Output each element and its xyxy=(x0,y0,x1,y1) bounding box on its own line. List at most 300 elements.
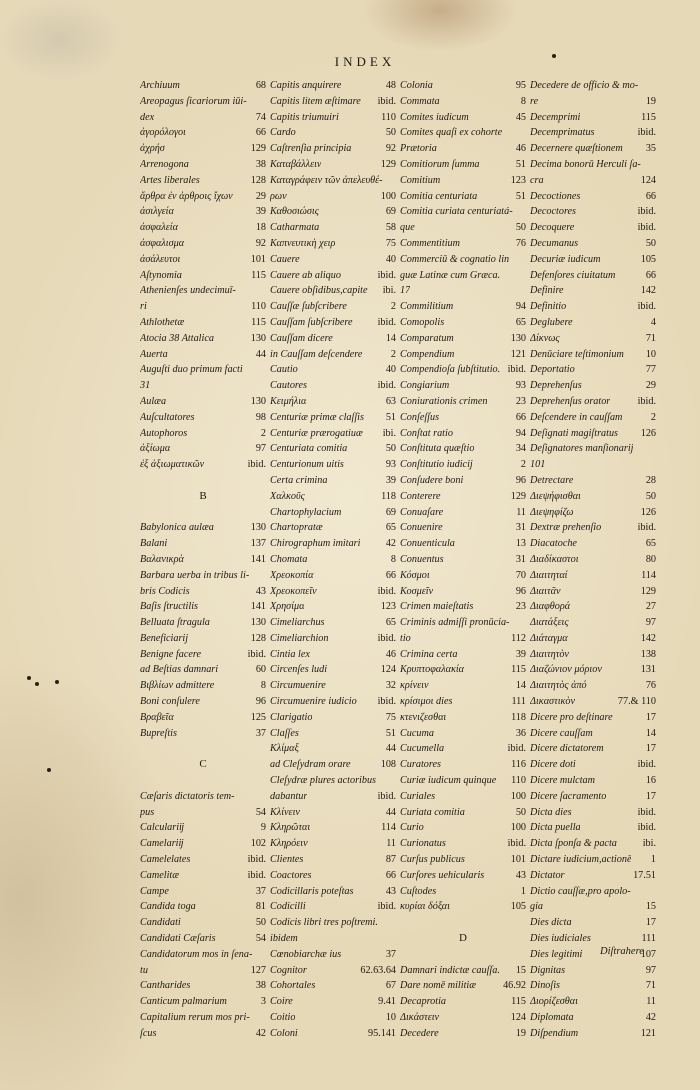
entry-term: Cimeliarchion xyxy=(270,632,329,644)
entry-page-ref: 16 xyxy=(645,775,656,787)
blank-line xyxy=(140,505,266,521)
entry-term: Deſcendere in cauſſam xyxy=(530,411,623,423)
index-entry xyxy=(140,568,266,584)
entry-term: Auguſti duo primum facti xyxy=(140,364,243,376)
entry-term: Candidati Cæſaris xyxy=(140,933,216,945)
index-entry xyxy=(400,662,526,678)
entry-page-ref: 87 xyxy=(385,854,396,866)
entry-term: Conſtituta quæſtio xyxy=(400,443,475,455)
entry-term: Dies legitimi xyxy=(530,948,583,960)
index-entry xyxy=(140,584,266,600)
index-entry xyxy=(530,441,656,457)
entry-page-ref: 63 xyxy=(385,395,396,407)
entry-page-ref: 126 xyxy=(640,506,656,518)
index-entry xyxy=(140,189,266,205)
index-entry xyxy=(400,631,526,647)
index-entry xyxy=(270,268,396,284)
entry-term: Deſignatores manſionarij xyxy=(530,443,634,455)
index-entry xyxy=(400,489,526,505)
entry-page-ref xyxy=(524,283,526,299)
index-entry xyxy=(270,678,396,694)
entry-term: Compendioſa ſubſtitutio. xyxy=(400,364,501,376)
index-entry xyxy=(140,457,266,473)
entry-term: Definire xyxy=(530,285,564,297)
entry-page-ref: 124 xyxy=(510,1012,526,1024)
entry-page-ref: 112 xyxy=(511,632,526,644)
entry-page-ref xyxy=(264,94,266,110)
index-entry xyxy=(140,173,266,189)
entry-page-ref: 8 xyxy=(260,680,266,692)
entry-term: Compendium xyxy=(400,348,455,360)
entry-term: Conuenire xyxy=(400,522,443,534)
entry-term: Dies iudiciales xyxy=(530,933,591,945)
entry-page-ref: 35 xyxy=(645,143,656,155)
entry-term: ad Cleſydram orare xyxy=(270,759,351,771)
entry-page-ref: ibid. xyxy=(247,648,266,660)
index-entry xyxy=(270,426,396,442)
entry-page-ref xyxy=(264,378,266,394)
entry-page-ref: 66 xyxy=(515,411,526,423)
index-entry xyxy=(530,741,656,757)
index-entry xyxy=(530,552,656,568)
entry-term: Dictio cauſſæ,pro apolo- xyxy=(530,885,631,897)
entry-page-ref: 37 xyxy=(385,948,396,960)
entry-term: Belluata ſtragula xyxy=(140,617,210,629)
index-entry xyxy=(140,836,266,852)
entry-page-ref: 1 xyxy=(650,854,656,866)
index-entry xyxy=(270,331,396,347)
entry-term: Dies dicta xyxy=(530,917,572,929)
entry-term: Curſus publicus xyxy=(400,854,465,866)
index-entry xyxy=(140,536,266,552)
index-entry xyxy=(270,789,396,805)
entry-term: Curio xyxy=(400,822,424,834)
entry-page-ref: 2 xyxy=(520,459,526,471)
index-entry xyxy=(530,473,656,489)
entry-page-ref: 98 xyxy=(255,411,266,423)
entry-page-ref: 15 xyxy=(515,964,526,976)
entry-page-ref: 94 xyxy=(515,427,526,439)
index-entry xyxy=(140,915,266,931)
entry-term: Curatores xyxy=(400,759,441,771)
entry-page-ref: 76 xyxy=(645,680,656,692)
entry-term: Conſtat ratio xyxy=(400,427,453,439)
entry-term: Decima bonorū Herculi ſa- xyxy=(530,158,641,170)
entry-term: Cardo xyxy=(270,127,296,139)
entry-page-ref: ibid. xyxy=(507,838,526,850)
index-title: INDEX xyxy=(334,54,396,69)
entry-term: Κόσμοι xyxy=(400,569,430,581)
index-entry xyxy=(530,520,656,536)
entry-term: Boni conſulere xyxy=(140,696,200,708)
entry-term: Διαιτητὸς ἀπό xyxy=(530,680,587,692)
index-entry xyxy=(270,773,396,789)
entry-term: Διαιτᾶν xyxy=(530,585,561,597)
entry-term: Dicere cauſſam xyxy=(530,727,593,739)
entry-term: pus xyxy=(140,806,155,818)
entry-term: Cæſaris dictatoris tem- xyxy=(140,790,235,802)
entry-page-ref xyxy=(524,268,526,284)
entry-page-ref: 11 xyxy=(386,838,396,850)
index-entry xyxy=(400,820,526,836)
entry-page-ref: 105 xyxy=(640,253,656,265)
entry-page-ref: 100 xyxy=(510,790,526,802)
entry-term: Διατάξεις xyxy=(530,617,569,629)
entry-term: Διαζώνιον μόριον xyxy=(530,664,602,676)
index-entry xyxy=(140,78,266,94)
entry-page-ref: 8 xyxy=(390,553,396,565)
index-entry xyxy=(400,568,526,584)
entry-term: Comitia centuriata xyxy=(400,190,478,202)
entry-page-ref: 43 xyxy=(255,585,266,597)
index-entry xyxy=(400,584,526,600)
index-entry xyxy=(400,347,526,363)
index-entry xyxy=(140,710,266,726)
entry-term: Atocia 38 Attalica xyxy=(140,332,214,344)
entry-term: Auſcultatores xyxy=(140,411,195,423)
index-entry xyxy=(530,884,656,900)
index-entry xyxy=(400,189,526,205)
entry-page-ref: 110 xyxy=(511,775,526,787)
index-entry xyxy=(270,726,396,742)
index-entry xyxy=(530,141,656,157)
index-entry xyxy=(400,884,526,900)
entry-page-ref: 65 xyxy=(515,316,526,328)
index-entry xyxy=(400,78,526,94)
entry-page-ref: ibid. xyxy=(377,696,396,708)
entry-page-ref: 110 xyxy=(251,301,266,313)
index-entry xyxy=(400,599,526,615)
entry-term: Κρυπτοφαλακία xyxy=(400,664,465,676)
entry-page-ref: 71 xyxy=(645,980,656,992)
entry-page-ref: 121 xyxy=(640,1027,656,1039)
index-entry xyxy=(400,1010,526,1026)
entry-term: Cantharides xyxy=(140,980,191,992)
index-entry xyxy=(400,726,526,742)
entry-page-ref: 66 xyxy=(255,127,266,139)
entry-page-ref: 37 xyxy=(255,727,266,739)
entry-term: Κειμήλια xyxy=(270,395,307,407)
entry-page-ref: 42 xyxy=(645,1012,656,1024)
entry-term: Cuſtodes xyxy=(400,885,437,897)
entry-page-ref: 46 xyxy=(515,143,526,155)
entry-term: Decoctores xyxy=(530,206,577,218)
entry-term: Διαιτηταί xyxy=(530,569,568,581)
entry-page-ref: 39 xyxy=(255,206,266,218)
entry-page-ref: 105 xyxy=(510,901,526,913)
entry-term: Βιβλίων admittere xyxy=(140,680,215,692)
entry-term: Cauere xyxy=(270,253,300,265)
entry-term: Decemprimi xyxy=(530,111,581,123)
index-entry xyxy=(270,362,396,378)
entry-page-ref: ibid. xyxy=(377,790,396,802)
entry-term: Comitiorum ſumma xyxy=(400,158,480,170)
entry-term: Athlothetæ xyxy=(140,316,185,328)
entry-term: Decedere xyxy=(400,1027,439,1039)
index-entry xyxy=(140,947,266,963)
index-entry xyxy=(140,347,266,363)
entry-term: Decernere quæſtionem xyxy=(530,143,623,155)
index-entry xyxy=(530,994,656,1010)
index-entry xyxy=(400,473,526,489)
entry-page-ref: 129 xyxy=(380,158,396,170)
entry-page-ref: 108 xyxy=(380,759,396,771)
index-entry xyxy=(270,994,396,1010)
index-entry xyxy=(400,805,526,821)
entry-term: bris Codicis xyxy=(140,585,190,597)
entry-term: Dictare iudicium,actionē xyxy=(530,854,632,866)
entry-page-ref: 141 xyxy=(250,601,266,613)
entry-term: Dictator xyxy=(530,869,565,881)
index-entry xyxy=(400,899,526,915)
index-entry xyxy=(400,299,526,315)
entry-page-ref: 111 xyxy=(511,696,526,708)
entry-page-ref: 68 xyxy=(255,80,266,91)
entry-term: Conſtitutio iudicij xyxy=(400,459,473,471)
entry-page-ref: 51 xyxy=(515,190,526,202)
entry-term: Crimina certa xyxy=(400,648,458,660)
entry-term: Chomata xyxy=(270,553,308,565)
entry-term: Δικάστειν xyxy=(400,1012,440,1024)
entry-term: Cucuma xyxy=(400,727,434,739)
index-entry xyxy=(400,110,526,126)
entry-page-ref: 43 xyxy=(385,885,396,897)
index-entry xyxy=(270,947,396,963)
entry-page-ref: 17 xyxy=(645,790,656,802)
entry-page-ref xyxy=(654,441,656,457)
entry-term: Δίκνως xyxy=(530,332,560,344)
entry-page-ref: 101 xyxy=(510,854,526,866)
ink-spot xyxy=(55,680,59,684)
entry-term: Areopagus ſicariorum iūi- xyxy=(140,95,247,107)
entry-page-ref: ibi. xyxy=(382,427,396,439)
index-entry xyxy=(530,899,656,915)
entry-page-ref: 2 xyxy=(260,427,266,439)
index-entry xyxy=(530,394,656,410)
index-entry xyxy=(530,757,656,773)
entry-page-ref: 34 xyxy=(515,443,526,455)
entry-page-ref: ibid. xyxy=(637,395,656,407)
index-entry xyxy=(530,204,656,220)
index-entry xyxy=(530,220,656,236)
entry-page-ref: 110 xyxy=(381,111,396,123)
entry-term: Camelariĳ xyxy=(140,838,184,850)
index-entry xyxy=(530,410,656,426)
entry-page-ref: 69 xyxy=(385,206,396,218)
entry-page-ref: 42 xyxy=(385,538,396,550)
entry-page-ref xyxy=(394,173,396,189)
entry-term: κυρίαι δόξαι xyxy=(400,901,450,913)
index-entry xyxy=(530,599,656,615)
index-entry xyxy=(400,125,526,141)
entry-page-ref: 102 xyxy=(250,838,266,850)
entry-page-ref: 96 xyxy=(255,696,266,708)
entry-term: Κοσμεῖν xyxy=(400,585,434,597)
entry-page-ref: 43 xyxy=(515,869,526,881)
entry-term: Curiales xyxy=(400,790,436,802)
entry-term: Conterere xyxy=(400,490,441,502)
index-entry xyxy=(140,157,266,173)
index-entry xyxy=(400,694,526,710)
entry-term: Archiuum xyxy=(140,80,180,91)
entry-term: Dicta ſponſa & pacta xyxy=(530,838,617,850)
entry-term: Deſignati magiſtratus xyxy=(530,427,619,439)
entry-term: Cauſſam dicere xyxy=(270,332,333,344)
index-entry xyxy=(270,884,396,900)
index-entry xyxy=(400,94,526,110)
entry-term: Deprehenſus orator xyxy=(530,395,611,407)
entry-term: Chartophylacium xyxy=(270,506,342,518)
entry-page-ref: 27 xyxy=(645,601,656,613)
entry-term: dex xyxy=(140,111,155,123)
index-column-2 xyxy=(270,78,400,1039)
index-entry xyxy=(270,141,396,157)
entry-page-ref xyxy=(264,568,266,584)
entry-term: Conuentus xyxy=(400,553,444,565)
index-column-3 xyxy=(400,78,530,1039)
entry-page-ref: 66 xyxy=(645,190,656,202)
index-entry xyxy=(400,505,526,521)
entry-page-ref: ibid. xyxy=(637,301,656,313)
entry-term: Χρεοκοπία xyxy=(270,569,314,581)
index-entry xyxy=(270,441,396,457)
entry-term: gia xyxy=(530,901,544,913)
entry-term: Claſſes xyxy=(270,727,299,739)
entry-term: Deprehenſus xyxy=(530,380,582,392)
entry-page-ref: 13 xyxy=(515,538,526,550)
entry-page-ref: 95 xyxy=(515,80,526,91)
entry-page-ref: 18 xyxy=(255,222,266,234)
index-entry xyxy=(530,678,656,694)
index-entry xyxy=(400,236,526,252)
index-entry xyxy=(270,78,396,94)
entry-page-ref: 58 xyxy=(385,222,396,234)
index-entry xyxy=(530,773,656,789)
entry-term: tu xyxy=(140,964,148,976)
entry-page-ref: 97 xyxy=(645,617,656,629)
index-entry xyxy=(530,726,656,742)
entry-term: κτενιζεσθαι xyxy=(400,711,447,723)
entry-term: Centuriata comitia xyxy=(270,443,348,455)
entry-page-ref: 111 xyxy=(641,933,656,945)
entry-term: Codicilli xyxy=(270,901,306,913)
entry-page-ref: 70 xyxy=(515,569,526,581)
entry-term: Διαδίκαστοι xyxy=(530,553,579,565)
entry-page-ref: 11 xyxy=(516,506,526,518)
entry-term: Βαλανικρὰ xyxy=(140,553,184,565)
index-entry xyxy=(400,220,526,236)
entry-page-ref: 100 xyxy=(380,190,396,202)
entry-page-ref: 93 xyxy=(385,459,396,471)
entry-term: Commata xyxy=(400,95,440,107)
index-entry xyxy=(530,963,656,979)
entry-page-ref: 17 xyxy=(645,917,656,929)
entry-page-ref: 77 xyxy=(645,364,656,376)
entry-term: Cauſſam ſubſcribere xyxy=(270,316,353,328)
entry-page-ref: 128 xyxy=(250,632,266,644)
entry-term: Conſudere boni xyxy=(400,474,464,486)
entry-page-ref xyxy=(264,362,266,378)
entry-page-ref xyxy=(264,283,266,299)
entry-page-ref: 66 xyxy=(645,269,656,281)
entry-page-ref: ibid. xyxy=(247,869,266,881)
index-entry xyxy=(270,820,396,836)
entry-page-ref: 10 xyxy=(385,1012,396,1024)
entry-term: Criminis admiſſi pronūcia- xyxy=(400,617,510,629)
index-entry xyxy=(270,836,396,852)
index-entry xyxy=(270,868,396,884)
index-column-1 xyxy=(140,78,270,1039)
entry-term: Candidati xyxy=(140,917,181,929)
entry-term: Calculariĳ xyxy=(140,822,185,834)
index-entry xyxy=(140,441,266,457)
entry-term: Decaprotia xyxy=(400,996,447,1008)
entry-page-ref: 96 xyxy=(515,474,526,486)
entry-page-ref xyxy=(524,204,526,220)
entry-page-ref: 54 xyxy=(255,933,266,945)
entry-term: Dextræ prehenſio xyxy=(530,522,602,534)
index-entry xyxy=(400,283,526,299)
index-entry xyxy=(530,268,656,284)
entry-term: Defenſores ciuitatum xyxy=(530,269,616,281)
entry-term: Curiæ iudicum quinque xyxy=(400,775,497,787)
index-entry xyxy=(400,994,526,1010)
index-entry xyxy=(400,868,526,884)
index-entry xyxy=(400,394,526,410)
entry-page-ref: 81 xyxy=(255,901,266,913)
entry-page-ref: 40 xyxy=(385,364,396,376)
entry-term: Cimeliarchus xyxy=(270,617,325,629)
entry-page-ref xyxy=(524,615,526,631)
entry-term: Coitio xyxy=(270,1012,296,1024)
entry-page-ref: 65 xyxy=(645,538,656,550)
index-entry xyxy=(400,1026,526,1042)
index-entry xyxy=(270,536,396,552)
entry-term: Κλίνειν xyxy=(270,806,300,818)
entry-term: Athenienſes undecimuī- xyxy=(140,285,236,297)
entry-page-ref: 9.41 xyxy=(378,996,396,1008)
entry-term: Κληρόειν xyxy=(270,838,308,850)
entry-term: Cintia lex xyxy=(270,648,310,660)
entry-page-ref: ibid. xyxy=(377,316,396,328)
index-entry xyxy=(530,820,656,836)
entry-term: Dicta puella xyxy=(530,822,581,834)
entry-page-ref: ibid. xyxy=(377,380,396,392)
entry-term: Autophoros xyxy=(140,427,188,439)
entry-term: dabantur xyxy=(270,790,308,802)
entry-page-ref: 94 xyxy=(515,301,526,313)
entry-page-ref: 39 xyxy=(385,474,396,486)
entry-page-ref: 36 xyxy=(515,727,526,739)
entry-page-ref: 31 xyxy=(515,522,526,534)
index-entry xyxy=(530,662,656,678)
entry-page-ref: 14 xyxy=(385,332,396,344)
index-entry xyxy=(140,615,266,631)
index-entry xyxy=(530,584,656,600)
blank-line xyxy=(140,741,266,757)
entry-term: Κληρῶται xyxy=(270,822,311,834)
index-entry xyxy=(400,647,526,663)
entry-term: Dicere mulctam xyxy=(530,775,595,787)
entry-page-ref: 50 xyxy=(255,917,266,929)
index-entry xyxy=(270,473,396,489)
entry-page-ref: 101 xyxy=(250,253,266,265)
entry-page-ref: 38 xyxy=(255,158,266,170)
index-entry xyxy=(530,362,656,378)
entry-page-ref: ibid. xyxy=(377,901,396,913)
index-entry xyxy=(530,489,656,505)
index-entry xyxy=(530,852,656,868)
